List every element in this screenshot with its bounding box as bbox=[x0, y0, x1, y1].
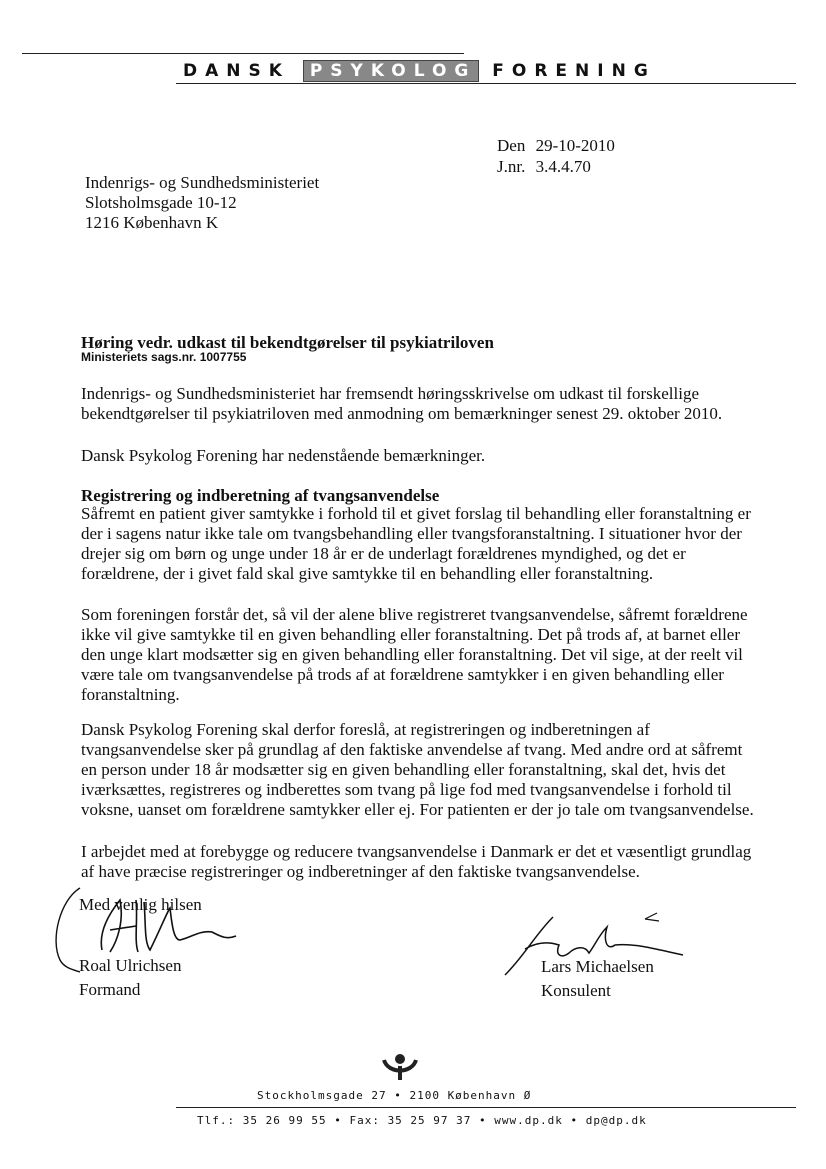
body-paragraph-6: I arbejdet med at forebygge og reducere tvangsanvendelse i Danmark er det et væsentligt grundlag af have præcise registreringer og indberetninger af den faktiske tvangsanvendelse. bbox=[81, 842, 752, 881]
recipient-block bbox=[85, 173, 319, 233]
signer-2-title: Konsulent bbox=[541, 981, 611, 1000]
body-paragraph-1: Indenrigs- og Sundhedsministeriet har fremsendt høringsskrivelse om udkast til forskellige bekendtgørelser til psykiatriloven med anmodning om bemærkninger senest 29. oktober 2010. bbox=[81, 384, 723, 423]
letterhead-word-forening: FORENING bbox=[492, 61, 656, 81]
jnr-value: 3.4.4.70 bbox=[535, 157, 591, 176]
date-value: 29-10-2010 bbox=[535, 136, 615, 155]
recipient-line-3: 1216 København K bbox=[85, 213, 219, 232]
letterhead-word-psykolog: PSYKOLOG bbox=[304, 61, 479, 81]
subject-title: Høring vedr. udkast til bekendtgørelser til psykiatriloven bbox=[81, 333, 494, 352]
signer-1-title: Formand bbox=[79, 980, 141, 999]
subject-case-number: Ministeriets sags.nr. 1007755 bbox=[81, 350, 247, 364]
signer-1-block bbox=[79, 956, 181, 1000]
closing-greeting: Med venlig hilsen bbox=[79, 895, 202, 914]
section-heading: Registrering og indberetning af tvangsanvendelse bbox=[81, 486, 440, 505]
date-label: Den bbox=[497, 136, 526, 155]
recipient-line-1: Indenrigs- og Sundhedsministeriet bbox=[85, 173, 320, 192]
body-paragraph-2: Dansk Psykolog Forening har nedenstående bemærkninger. bbox=[81, 446, 486, 465]
footer-rule bbox=[176, 1107, 796, 1108]
letterhead-word-dansk: DANSK bbox=[183, 61, 290, 81]
body-paragraph-4: Som foreningen forstår det, så vil der alene blive registreret tvangsanvendelse, såfremt forældrene ikke vil give samtykke til en given behandling eller foranstaltning. Det på trods af, at barnet eller den unge klart modsætter sig en given behandling eller foranstaltning. Det vil sige, at der reelt vil være tale om tvangsanvendelse på trods af at forældrene samtykker i en given behandling eller foranstaltning. bbox=[81, 605, 748, 704]
signer-1-name: Roal Ulrichsen bbox=[79, 956, 182, 975]
body-paragraph-3: Såfremt en patient giver samtykke i forhold til et givet forslag til behandling eller foranstaltning er der i sagens natur ikke tale om tvangsbehandling eller tvangsforanstaltning. I situationer hvor der drejer sig om børn og unge under 18 år er de underlagt forældrenes myndighed, og det er forældrene, der i givet fald skal give samtykke til en behandling eller foranstaltning. bbox=[81, 504, 751, 583]
date-line bbox=[497, 136, 615, 156]
signer-2-block bbox=[541, 957, 654, 1001]
footer-contact: Tlf.: 35 26 99 55 • Fax: 35 25 97 37 • www.dp.dk • dp@dp.dk bbox=[197, 1114, 647, 1127]
signer-2-name: Lars Michaelsen bbox=[541, 957, 654, 976]
jnr-label: J.nr. bbox=[497, 157, 526, 176]
letterhead bbox=[183, 61, 656, 81]
letterhead-top-rule bbox=[22, 53, 464, 54]
footer-address: Stockholmsgade 27 • 2100 København Ø bbox=[257, 1089, 532, 1102]
body-paragraph-5: Dansk Psykolog Forening skal derfor foreslå, at registreringen og indberetningen af tvangsanvendelse sker på grundlag af den faktiske anvendelse af tvang. Med andre ord at såfremt en person under 18 år modsætter sig en given behandling eller foranstaltning, skal det, hvis det iværksættes, registreres og indberettes som tvang på lige fod med tvangsanvendelse i forhold til voksne, uanset om forældrene samtykker eller ej. For patienten er der jo tale om tvangsanvendelse. bbox=[81, 720, 754, 819]
jnr-line bbox=[497, 157, 591, 177]
letterhead-bottom-rule bbox=[176, 83, 796, 84]
recipient-line-2: Slotsholmsgade 10-12 bbox=[85, 193, 237, 212]
association-logo-icon bbox=[382, 1052, 418, 1082]
